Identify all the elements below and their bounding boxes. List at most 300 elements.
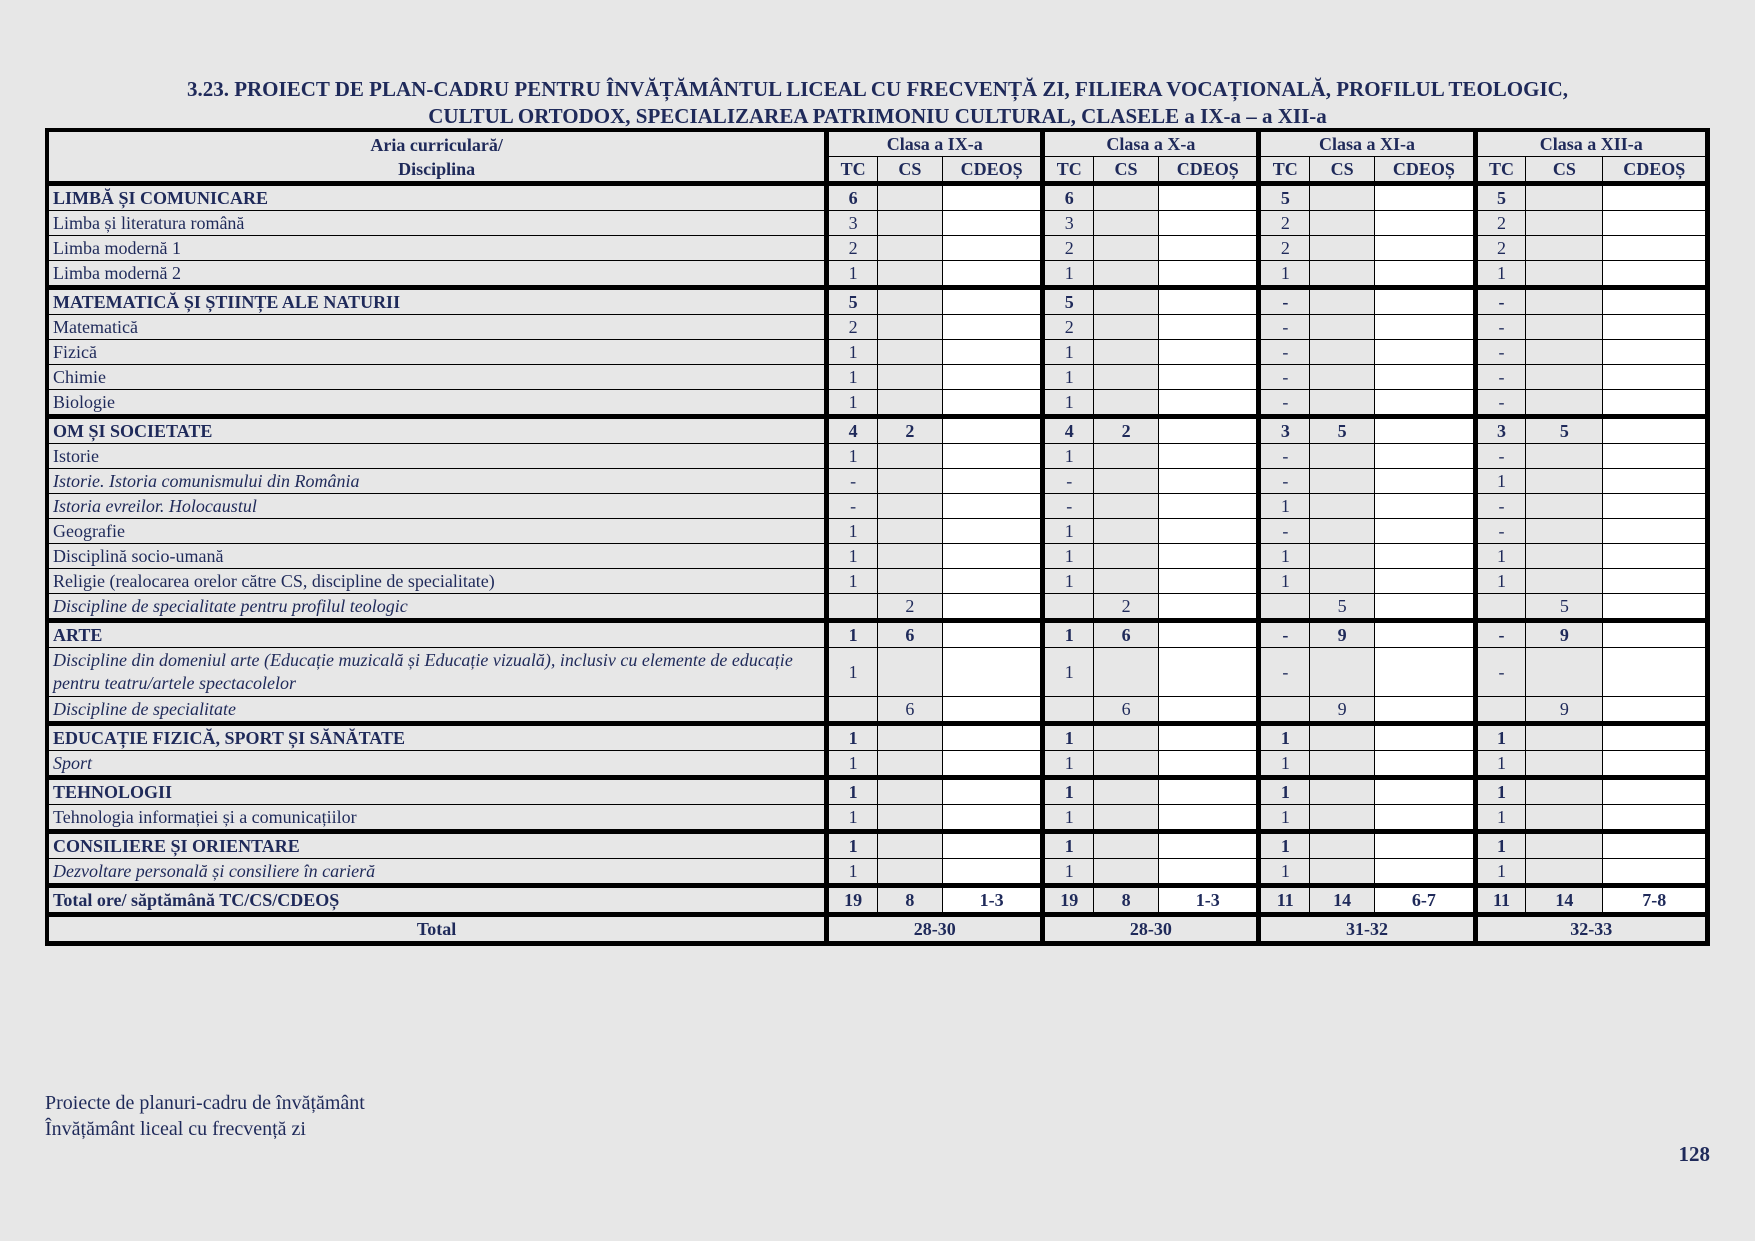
cs-cell — [878, 569, 943, 594]
table-row — [49, 494, 1706, 519]
cdeos-cell — [1159, 519, 1257, 544]
cs-cell — [1526, 776, 1603, 805]
cdeos-cell — [1603, 859, 1706, 884]
tc-cell: - — [1474, 519, 1527, 544]
tc-cell: 1 — [1474, 859, 1527, 884]
cdeos-cell — [943, 519, 1041, 544]
cdeos-cell — [1159, 722, 1257, 751]
cdeos-cell — [1159, 697, 1257, 722]
cdeos-cell — [1375, 519, 1473, 544]
tc-cell: 1 — [1257, 776, 1310, 805]
cdeos-cell — [943, 830, 1041, 859]
cs-cell — [1526, 469, 1603, 494]
cs-cell — [1310, 544, 1375, 569]
cdeos-cell — [1375, 469, 1473, 494]
discipline-name: Limba și literatura română — [49, 211, 825, 236]
cdeos-cell — [1603, 697, 1706, 722]
tc-cell: 1 — [1041, 340, 1094, 365]
cdeos-cell — [943, 390, 1041, 415]
area-row — [49, 182, 1706, 211]
cs-cell — [1310, 182, 1375, 211]
cs-cell — [1310, 805, 1375, 830]
cs-cell: 6 — [1094, 619, 1159, 648]
cdeos-cell — [943, 805, 1041, 830]
tc-cell: 1 — [1257, 859, 1310, 884]
tc-cell: 1 — [1041, 648, 1094, 697]
cs-cell — [1094, 830, 1159, 859]
header-cdeos: CDEOȘ — [1375, 157, 1473, 182]
header-cs: CS — [1310, 157, 1375, 182]
cs-cell — [1526, 211, 1603, 236]
discipline-name: Chimie — [49, 365, 825, 390]
tc-cell: 2 — [1474, 211, 1527, 236]
cs-cell — [1094, 261, 1159, 286]
cs-cell — [1526, 286, 1603, 315]
tc-cell: 1 — [825, 544, 878, 569]
grand-total-x: 28-30 — [1041, 913, 1257, 942]
tc-cell: - — [1257, 444, 1310, 469]
cs-cell — [878, 365, 943, 390]
cs-cell — [1526, 722, 1603, 751]
cs-cell: 5 — [1526, 415, 1603, 444]
cs-cell — [878, 722, 943, 751]
discipline-name: Discipline de specialitate pentru profilul teologic — [49, 594, 825, 619]
cs-cell — [1526, 751, 1603, 776]
cs-cell — [1094, 286, 1159, 315]
cdeos-cell — [1375, 236, 1473, 261]
tc-cell: 1 — [1474, 722, 1527, 751]
cs-cell: 6 — [878, 619, 943, 648]
discipline-name: Religie (realocarea orelor către CS, discipline de specialitate) — [49, 569, 825, 594]
cdeos-cell — [1375, 830, 1473, 859]
cs-cell: 8 — [1094, 884, 1159, 913]
header-class-xi: Clasa a XI-a — [1257, 132, 1473, 157]
grand-total-label: Total — [49, 913, 825, 942]
cdeos-cell — [1603, 519, 1706, 544]
cs-cell: 2 — [878, 415, 943, 444]
cdeos-cell — [943, 594, 1041, 619]
tc-cell: - — [1474, 340, 1527, 365]
cdeos-cell — [1603, 805, 1706, 830]
cs-cell — [878, 444, 943, 469]
table-row — [49, 315, 1706, 340]
tc-cell: - — [825, 469, 878, 494]
discipline-name: Disciplină socio-umană — [49, 544, 825, 569]
header-cdeos: CDEOȘ — [1159, 157, 1257, 182]
tc-cell: 1 — [825, 261, 878, 286]
cdeos-cell — [1375, 211, 1473, 236]
cs-cell: 14 — [1526, 884, 1603, 913]
cdeos-cell — [1375, 722, 1473, 751]
tc-cell: 3 — [1041, 211, 1094, 236]
tc-cell: 1 — [825, 776, 878, 805]
cdeos-cell — [1603, 544, 1706, 569]
header-tc: TC — [1041, 157, 1094, 182]
table-row — [49, 261, 1706, 286]
cdeos-cell — [1159, 182, 1257, 211]
tc-cell: 1 — [1474, 805, 1527, 830]
tc-cell: 1 — [1257, 569, 1310, 594]
tc-cell: 1 — [825, 619, 878, 648]
table-row — [49, 211, 1706, 236]
cs-cell: 6 — [878, 697, 943, 722]
header-class-ix: Clasa a IX-a — [825, 132, 1041, 157]
cs-cell — [1094, 751, 1159, 776]
cdeos-cell — [1603, 494, 1706, 519]
cs-cell — [878, 805, 943, 830]
cdeos-cell — [1375, 594, 1473, 619]
header-tc: TC — [825, 157, 878, 182]
cs-cell — [878, 776, 943, 805]
total-row — [49, 884, 1706, 913]
cs-cell — [1526, 805, 1603, 830]
discipline-name: Tehnologia informației și a comunicațiilor — [49, 805, 825, 830]
cdeos-cell — [1603, 182, 1706, 211]
area-name: CONSILIERE ȘI ORIENTARE — [49, 830, 825, 859]
cs-cell — [1094, 182, 1159, 211]
tc-cell: 2 — [1257, 236, 1310, 261]
tc-cell: 5 — [1257, 182, 1310, 211]
cs-cell — [1526, 519, 1603, 544]
tc-cell: 1 — [1041, 390, 1094, 415]
cdeos-cell — [943, 697, 1041, 722]
tc-cell: 4 — [1041, 415, 1094, 444]
cdeos-cell — [1375, 751, 1473, 776]
cdeos-cell — [1375, 494, 1473, 519]
cdeos-cell — [943, 365, 1041, 390]
tc-cell: - — [1041, 469, 1094, 494]
cdeos-cell — [1159, 415, 1257, 444]
tc-cell: 6 — [1041, 182, 1094, 211]
cs-cell — [1526, 261, 1603, 286]
tc-cell: - — [1474, 444, 1527, 469]
cdeos-cell — [1603, 415, 1706, 444]
cdeos-cell — [1159, 648, 1257, 697]
tc-cell: 1 — [1474, 469, 1527, 494]
cdeos-cell — [1159, 569, 1257, 594]
cdeos-cell — [1603, 286, 1706, 315]
cs-cell — [1310, 569, 1375, 594]
cdeos-cell — [1375, 286, 1473, 315]
tc-cell: 1 — [1474, 544, 1527, 569]
tc-cell: 1 — [825, 569, 878, 594]
cdeos-cell — [1375, 340, 1473, 365]
cdeos-cell — [1603, 594, 1706, 619]
cdeos-cell — [1603, 444, 1706, 469]
cdeos-cell — [1159, 340, 1257, 365]
tc-cell: 2 — [1257, 211, 1310, 236]
tc-cell: 1 — [1474, 751, 1527, 776]
table-row — [49, 444, 1706, 469]
cdeos-cell — [1159, 594, 1257, 619]
tc-cell — [1257, 594, 1310, 619]
area-row — [49, 286, 1706, 315]
cdeos-cell — [1603, 751, 1706, 776]
cs-cell — [1310, 830, 1375, 859]
tc-cell: 1 — [1474, 776, 1527, 805]
tc-cell: 1 — [825, 340, 878, 365]
cdeos-cell — [1603, 390, 1706, 415]
cdeos-cell — [943, 544, 1041, 569]
cdeos-cell: 7-8 — [1603, 884, 1706, 913]
cs-cell — [1526, 859, 1603, 884]
tc-cell: 1 — [825, 751, 878, 776]
header-cdeos: CDEOȘ — [1603, 157, 1706, 182]
cdeos-cell — [1375, 776, 1473, 805]
discipline-name: Sport — [49, 751, 825, 776]
cdeos-cell — [943, 619, 1041, 648]
grand-total-xii: 32-33 — [1474, 913, 1706, 942]
cs-cell — [1094, 776, 1159, 805]
table-row — [49, 365, 1706, 390]
cs-cell — [878, 182, 943, 211]
cdeos-cell — [1159, 211, 1257, 236]
cdeos-cell — [1159, 261, 1257, 286]
cs-cell: 2 — [878, 594, 943, 619]
table-body — [49, 182, 1706, 913]
document-title — [45, 76, 1710, 130]
discipline-name: Matematică — [49, 315, 825, 340]
cdeos-cell — [1159, 619, 1257, 648]
tc-cell: 1 — [825, 859, 878, 884]
discipline-name: Biologie — [49, 390, 825, 415]
tc-cell: 1 — [825, 830, 878, 859]
tc-cell: 1 — [825, 365, 878, 390]
tc-cell: - — [1474, 365, 1527, 390]
tc-cell: 1 — [1041, 830, 1094, 859]
tc-cell: - — [1257, 469, 1310, 494]
cs-cell — [1526, 182, 1603, 211]
cdeos-cell — [1603, 365, 1706, 390]
discipline-name: Limba modernă 1 — [49, 236, 825, 261]
title-line-1: 3.23. PROIECT DE PLAN-CADRU PENTRU ÎNVĂȚĂMÂNTUL LICEAL CU FRECVENȚĂ ZI, FILIERA VOCAȚIONALĂ, PROFILUL TEOLOGIC, — [186, 77, 1569, 101]
cs-cell — [878, 830, 943, 859]
tc-cell: 5 — [825, 286, 878, 315]
header-area-line2: Disciplina — [398, 158, 476, 179]
footer — [45, 1090, 365, 1142]
cdeos-cell — [1603, 830, 1706, 859]
cdeos-cell — [1603, 261, 1706, 286]
table-row — [49, 340, 1706, 365]
tc-cell: 1 — [1041, 859, 1094, 884]
cdeos-cell — [1603, 722, 1706, 751]
cs-cell — [1310, 859, 1375, 884]
tc-cell: 1 — [1041, 544, 1094, 569]
cs-cell — [1310, 286, 1375, 315]
cdeos-cell — [1375, 544, 1473, 569]
cdeos-cell — [1159, 315, 1257, 340]
cs-cell: 2 — [1094, 594, 1159, 619]
cdeos-cell — [1603, 648, 1706, 697]
cs-cell — [1094, 805, 1159, 830]
cdeos-cell — [943, 469, 1041, 494]
tc-cell: 2 — [1474, 236, 1527, 261]
cs-cell — [1310, 751, 1375, 776]
cs-cell — [1094, 469, 1159, 494]
tc-cell: - — [1257, 315, 1310, 340]
cs-cell — [1310, 776, 1375, 805]
table-row — [49, 236, 1706, 261]
cs-cell — [1094, 340, 1159, 365]
cs-cell — [1526, 569, 1603, 594]
cs-cell — [1310, 261, 1375, 286]
tc-cell: 4 — [825, 415, 878, 444]
tc-cell: 2 — [825, 236, 878, 261]
cs-cell — [1094, 211, 1159, 236]
discipline-name: Istorie. Istoria comunismului din România — [49, 469, 825, 494]
cs-cell: 6 — [1094, 697, 1159, 722]
table-row — [49, 519, 1706, 544]
cdeos-cell — [943, 211, 1041, 236]
area-row — [49, 722, 1706, 751]
cs-cell: 9 — [1310, 619, 1375, 648]
cs-cell: 5 — [1526, 594, 1603, 619]
tc-cell: 6 — [825, 182, 878, 211]
tc-cell: 3 — [825, 211, 878, 236]
cs-cell — [878, 494, 943, 519]
cdeos-cell — [1159, 751, 1257, 776]
header-class-xii: Clasa a XII-a — [1474, 132, 1706, 157]
cdeos-cell — [943, 340, 1041, 365]
tc-cell: 1 — [825, 390, 878, 415]
tc-cell: 1 — [1257, 751, 1310, 776]
area-name: LIMBĂ ȘI COMUNICARE — [49, 182, 825, 211]
cs-cell — [878, 390, 943, 415]
tc-cell: 1 — [1041, 722, 1094, 751]
cs-cell — [878, 340, 943, 365]
cdeos-cell — [1159, 444, 1257, 469]
area-row — [49, 776, 1706, 805]
tc-cell: - — [1257, 619, 1310, 648]
cs-cell — [1526, 648, 1603, 697]
cs-cell — [1526, 830, 1603, 859]
cdeos-cell — [1375, 315, 1473, 340]
cdeos-cell — [943, 776, 1041, 805]
cdeos-cell: 1-3 — [1159, 884, 1257, 913]
cdeos-cell — [943, 286, 1041, 315]
area-row — [49, 415, 1706, 444]
tc-cell: 1 — [1257, 494, 1310, 519]
cs-cell — [1094, 859, 1159, 884]
cs-cell: 9 — [1310, 697, 1375, 722]
tc-cell: 1 — [1041, 569, 1094, 594]
cs-cell — [878, 315, 943, 340]
cdeos-cell — [943, 182, 1041, 211]
tc-cell: - — [1257, 519, 1310, 544]
cs-cell — [878, 211, 943, 236]
header-cs: CS — [878, 157, 943, 182]
discipline-name: Dezvoltare personală și consiliere în carieră — [49, 859, 825, 884]
cs-cell — [1094, 390, 1159, 415]
tc-cell: - — [1474, 390, 1527, 415]
tc-cell: 1 — [1041, 619, 1094, 648]
cs-cell — [878, 859, 943, 884]
tc-cell: 1 — [1257, 830, 1310, 859]
cs-cell — [878, 648, 943, 697]
cs-cell — [1310, 236, 1375, 261]
cs-cell — [1094, 544, 1159, 569]
cs-cell — [878, 751, 943, 776]
cdeos-cell — [1603, 340, 1706, 365]
cs-cell: 2 — [1094, 415, 1159, 444]
cdeos-cell — [1375, 415, 1473, 444]
tc-cell: 1 — [1041, 519, 1094, 544]
cs-cell — [1094, 236, 1159, 261]
area-name: MATEMATICĂ ȘI ȘTIINȚE ALE NATURII — [49, 286, 825, 315]
cdeos-cell — [1159, 805, 1257, 830]
tc-cell: - — [1041, 494, 1094, 519]
cs-cell — [1310, 211, 1375, 236]
tc-cell: 5 — [1041, 286, 1094, 315]
cdeos-cell — [943, 236, 1041, 261]
discipline-name: Discipline din domeniul arte (Educație muzicală și Educație vizuală), inclusiv cu elemente de educație pentru teatru/artele spectacolelor — [49, 648, 825, 697]
cdeos-cell — [1603, 569, 1706, 594]
discipline-name: Geografie — [49, 519, 825, 544]
discipline-name: Istorie — [49, 444, 825, 469]
grand-total-xi: 31-32 — [1257, 913, 1473, 942]
cdeos-cell — [1603, 469, 1706, 494]
cs-cell — [1526, 544, 1603, 569]
cdeos-cell — [943, 444, 1041, 469]
cs-cell — [1310, 469, 1375, 494]
tc-cell: 1 — [1041, 444, 1094, 469]
tc-cell — [1474, 697, 1527, 722]
cdeos-cell — [1603, 619, 1706, 648]
tc-cell: 1 — [825, 648, 878, 697]
page-number: 128 — [1678, 1142, 1710, 1166]
title-line-2: CULTUL ORTODOX, SPECIALIZAREA PATRIMONIU CULTURAL, CLASELE a IX-a – a XII-a — [428, 104, 1327, 128]
discipline-name: Discipline de specialitate — [49, 697, 825, 722]
cs-cell: 9 — [1526, 619, 1603, 648]
cs-cell — [878, 236, 943, 261]
table-row — [49, 751, 1706, 776]
tc-cell: 1 — [1474, 261, 1527, 286]
grand-total-row — [49, 913, 1706, 942]
tc-cell — [825, 697, 878, 722]
tc-cell: 2 — [1041, 315, 1094, 340]
cdeos-cell — [1159, 365, 1257, 390]
cs-cell — [1310, 648, 1375, 697]
cdeos-cell — [943, 569, 1041, 594]
cs-cell — [1094, 365, 1159, 390]
discipline-name: Fizică — [49, 340, 825, 365]
table-row — [49, 697, 1706, 722]
cs-cell — [1310, 340, 1375, 365]
discipline-name: Limba modernă 2 — [49, 261, 825, 286]
cs-cell — [1094, 569, 1159, 594]
tc-cell: 19 — [1041, 884, 1094, 913]
table-row — [49, 648, 1706, 697]
tc-cell: - — [1474, 619, 1527, 648]
tc-cell: 1 — [1041, 261, 1094, 286]
tc-cell: - — [1257, 365, 1310, 390]
cdeos-cell: 6-7 — [1375, 884, 1473, 913]
tc-cell: 2 — [1041, 236, 1094, 261]
tc-cell: 1 — [1257, 805, 1310, 830]
tc-cell: - — [1474, 286, 1527, 315]
cs-cell — [1310, 494, 1375, 519]
table-row — [49, 544, 1706, 569]
cdeos-cell — [1159, 859, 1257, 884]
cs-cell — [1094, 444, 1159, 469]
cs-cell: 8 — [878, 884, 943, 913]
tc-cell: 3 — [1474, 415, 1527, 444]
cs-cell — [1310, 390, 1375, 415]
cdeos-cell — [1375, 805, 1473, 830]
tc-cell: 11 — [1257, 884, 1310, 913]
cdeos-cell — [1159, 469, 1257, 494]
cs-cell — [1094, 315, 1159, 340]
